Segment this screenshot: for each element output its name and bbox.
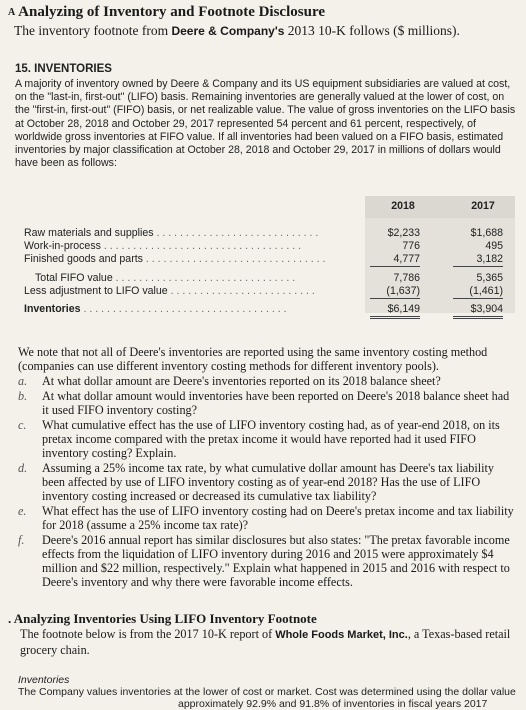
bottom-footnote-heading: Inventories <box>18 674 70 686</box>
question-text: Deere's 2016 annual report has similar disclosures but also states: "The pretax favorable income effects from the liquidation of LIFO inventory during 2016 and 2015 were approximately $4 million and $22 million, respectively." Explain what happened in 2015 and 2016 with respect to Deere's inventory and why there were favorable income effects. <box>42 533 510 589</box>
question-item <box>18 389 518 417</box>
footnote-heading: 15. INVENTORIES <box>15 63 112 75</box>
row-label: Work-in-process . . . . . . . . . . . . . . . . . . . . . . . . . . . . . . . . . . <box>24 240 302 252</box>
exercise-title-text: Analyzing of Inventory and Footnote Disclosure <box>18 4 325 20</box>
next-exercise-text <box>8 627 520 658</box>
cell-2017: $1,688 <box>470 227 503 239</box>
next-exercise-title <box>8 611 520 627</box>
row-label: Raw materials and supplies . . . . . . . . . . . . . . . . . . . . . . . . . . . . <box>24 227 319 239</box>
question-letter: b. <box>18 389 28 403</box>
cell-2018: 776 <box>402 240 420 252</box>
row-label: Total FIFO value . . . . . . . . . . . . . . . . . . . . . . . . . . . . . . . <box>35 272 296 284</box>
exercise-header <box>8 4 508 40</box>
question-item <box>18 461 518 503</box>
next-exercise <box>8 611 520 658</box>
question-item <box>18 533 518 589</box>
ex-text-pre: The footnote below is from the 2017 10-K report of <box>20 627 276 641</box>
cell-2017: 495 <box>485 240 503 252</box>
row-label: Finished goods and parts . . . . . . . . . . . . . . . . . . . . . . . . . . . . . . . <box>24 253 326 265</box>
col-2018-header: 2018 <box>391 200 415 212</box>
cell-2018: $2,233 <box>387 227 420 239</box>
question-letter: a. <box>18 374 28 388</box>
ex-text-post: , a Texas-based retail grocery chain. <box>20 627 511 657</box>
question-text: Assuming a 25% income tax rate, by what cumulative dollar amount has Deere's tax liability been affected by use of LIFO inventory costing as of year-end 2018? Has the use of LIFO inventory costing increased or decreased its cumulative tax liability? <box>42 461 494 503</box>
table-header <box>365 196 515 218</box>
cell-2018: (1,637) <box>370 285 420 299</box>
bottom-footnote-line: The Company values inventories at the lower of cost or market. Cost was determined using the dollar value <box>18 686 516 698</box>
row-label: Less adjustment to LIFO value . . . . . . . . . . . . . . . . . . . . . . . . . <box>24 285 315 297</box>
table-row <box>15 303 520 316</box>
col-2017-header: 2017 <box>471 200 495 212</box>
table-row <box>15 285 520 298</box>
cell-2017: (1,461) <box>453 285 503 299</box>
cell-2017: 5,365 <box>476 272 503 284</box>
inventory-footnote <box>15 62 520 170</box>
next-exercise-title-text: Analyzing Inventories Using LIFO Inventory Footnote <box>13 611 317 626</box>
question-item <box>18 374 518 388</box>
table-row <box>15 227 520 240</box>
bottom-footnote-line: approximately 92.9% and 91.8% of inventories in fiscal years 2017 <box>178 698 488 710</box>
footnote-text: A majority of inventory owned by Deere & Company and its US equipment subsidiaries are valued at cost, on the "last-in, first-out" (LIFO) basis. Remaining inventories are generally valued at the lower of cost, on the "first-in, first-out" (FIFO) basis, or net realizable value. The value of gross inventories on the LIFO basis at October 28, 2018 and October 29, 2017 represented 54 percent and 61 percent, respectively, of worldwide gross inventories at FIFO value. If all inventories had been valued on a FIFO basis, estimated inventories by major classification at October 28, 2018 and October 29, 2017 in millions of dollars would have been as follows: <box>15 78 516 170</box>
question-text: At what dollar amount are Deere's inventories reported on its 2018 balance sheet? <box>42 374 441 388</box>
cell-2017: 3,182 <box>453 253 503 267</box>
question-letter: c. <box>18 418 27 432</box>
subtitle-pre: The inventory footnote from <box>14 23 172 38</box>
exercise-subtitle <box>8 22 508 40</box>
question-text: At what dollar amount would inventories have been reported on Deere's 2018 balance sheet had it used FIFO inventory costing? <box>42 389 510 417</box>
question-letter: d. <box>18 461 28 475</box>
question-item <box>18 504 518 532</box>
exercise-marker: A <box>8 7 16 18</box>
cell-2017: $3,904 <box>453 303 503 319</box>
cell-2018: 4,777 <box>370 253 420 267</box>
row-label: Inventories . . . . . . . . . . . . . . . . . . . . . . . . . . . . . . . . . . . <box>24 303 287 315</box>
questions-intro: We note that not all of Deere's inventories are reported using the same inventory costing method (companies can use different inventory costing methods for different inventory pools). <box>18 345 488 373</box>
bottom-footnote <box>18 674 523 710</box>
question-letter: e. <box>18 504 27 518</box>
question-letter: f. <box>18 533 25 547</box>
exercise-bullet: . <box>8 611 12 626</box>
table-row <box>15 240 520 253</box>
cell-2018: 7,786 <box>393 272 420 284</box>
table-row <box>15 272 520 285</box>
table-row <box>15 253 520 266</box>
company-name: Whole Foods Market, Inc. <box>275 629 408 641</box>
question-text: What effect has the use of LIFO inventory costing had on Deere's pretax income and tax liability for 2018 (assume a 25% income tax rate)? <box>42 504 514 532</box>
subtitle-post: 2013 10-K follows ($ millions). <box>284 23 460 38</box>
cell-2018: $6,149 <box>370 303 420 319</box>
exercise-title <box>8 4 508 21</box>
company-name: Deere & Company's <box>171 24 285 38</box>
question-text: What cumulative effect has the use of LIFO inventory costing had, as of year-end 2018, on its pretax income compared with the pretax income it would have reported had it used FIFO inventory costing? Explain. <box>42 418 500 460</box>
question-item <box>18 418 518 460</box>
questions-section <box>18 345 518 589</box>
